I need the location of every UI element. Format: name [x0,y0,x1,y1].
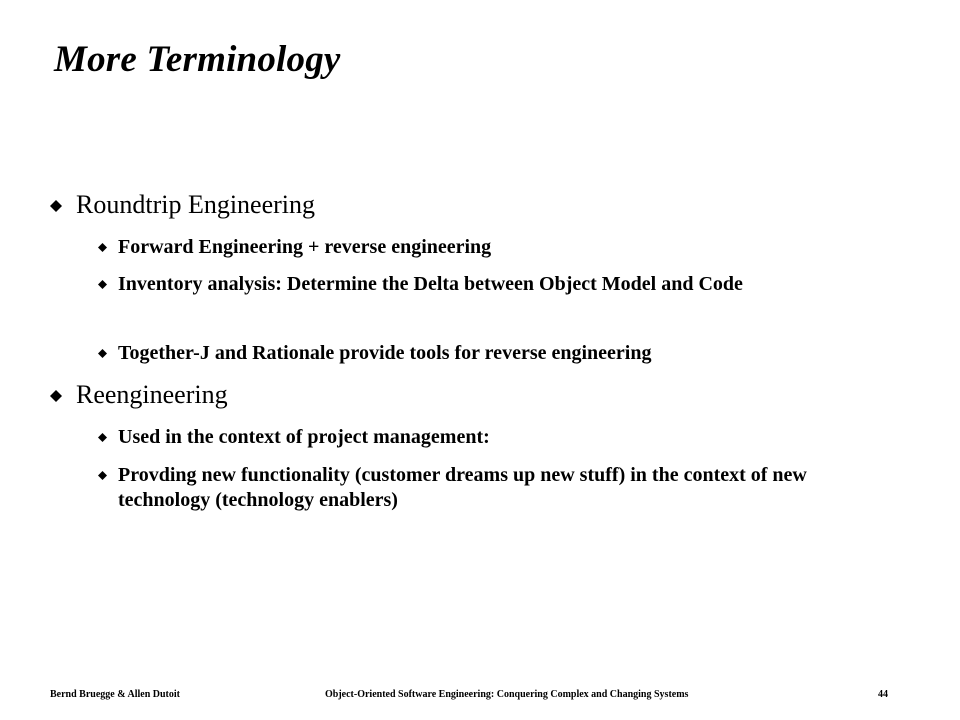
sub-bullet-new-functionality [98,463,898,513]
diamond-bullet-icon [98,349,107,358]
sub-bullet-text: Used in the context of project management: [118,426,490,448]
sub-bullet-together-j [98,341,898,366]
diamond-bullet-icon [98,471,107,480]
diamond-bullet-icon [50,390,62,402]
diamond-bullet-icon [50,200,62,212]
sub-bullet-inventory-analysis [98,272,898,297]
sub-bullet-text: Inventory analysis: Determine the Delta between Object Model and Code [118,273,743,295]
diamond-bullet-icon [98,280,107,289]
slide-title: More Terminology [54,39,341,80]
sub-bullet-project-management [98,425,898,450]
sub-bullet-text: Forward Engineering + reverse engineering [118,236,492,258]
bullet-roundtrip-engineering [50,190,315,220]
bullet-label: Roundtrip Engineering [76,190,316,219]
diamond-bullet-icon [98,243,107,252]
sub-bullet-text: Provding new functionality (customer dreams up new stuff) in the context of new technology (technology enablers) [118,464,807,511]
footer-book-title: Object-Oriented Software Engineering: Conquering Complex and Changing Systems [325,689,689,700]
bullet-label: Reengineering [76,380,228,409]
diamond-bullet-icon [98,433,107,442]
sub-bullet-forward-engineering [98,235,898,260]
sub-bullet-text: Together-J and Rationale provide tools for reverse engineering [118,342,652,364]
footer-authors: Bernd Bruegge & Allen Dutoit [50,689,180,700]
footer-page-number: 44 [878,689,888,700]
bullet-reengineering [50,380,228,410]
